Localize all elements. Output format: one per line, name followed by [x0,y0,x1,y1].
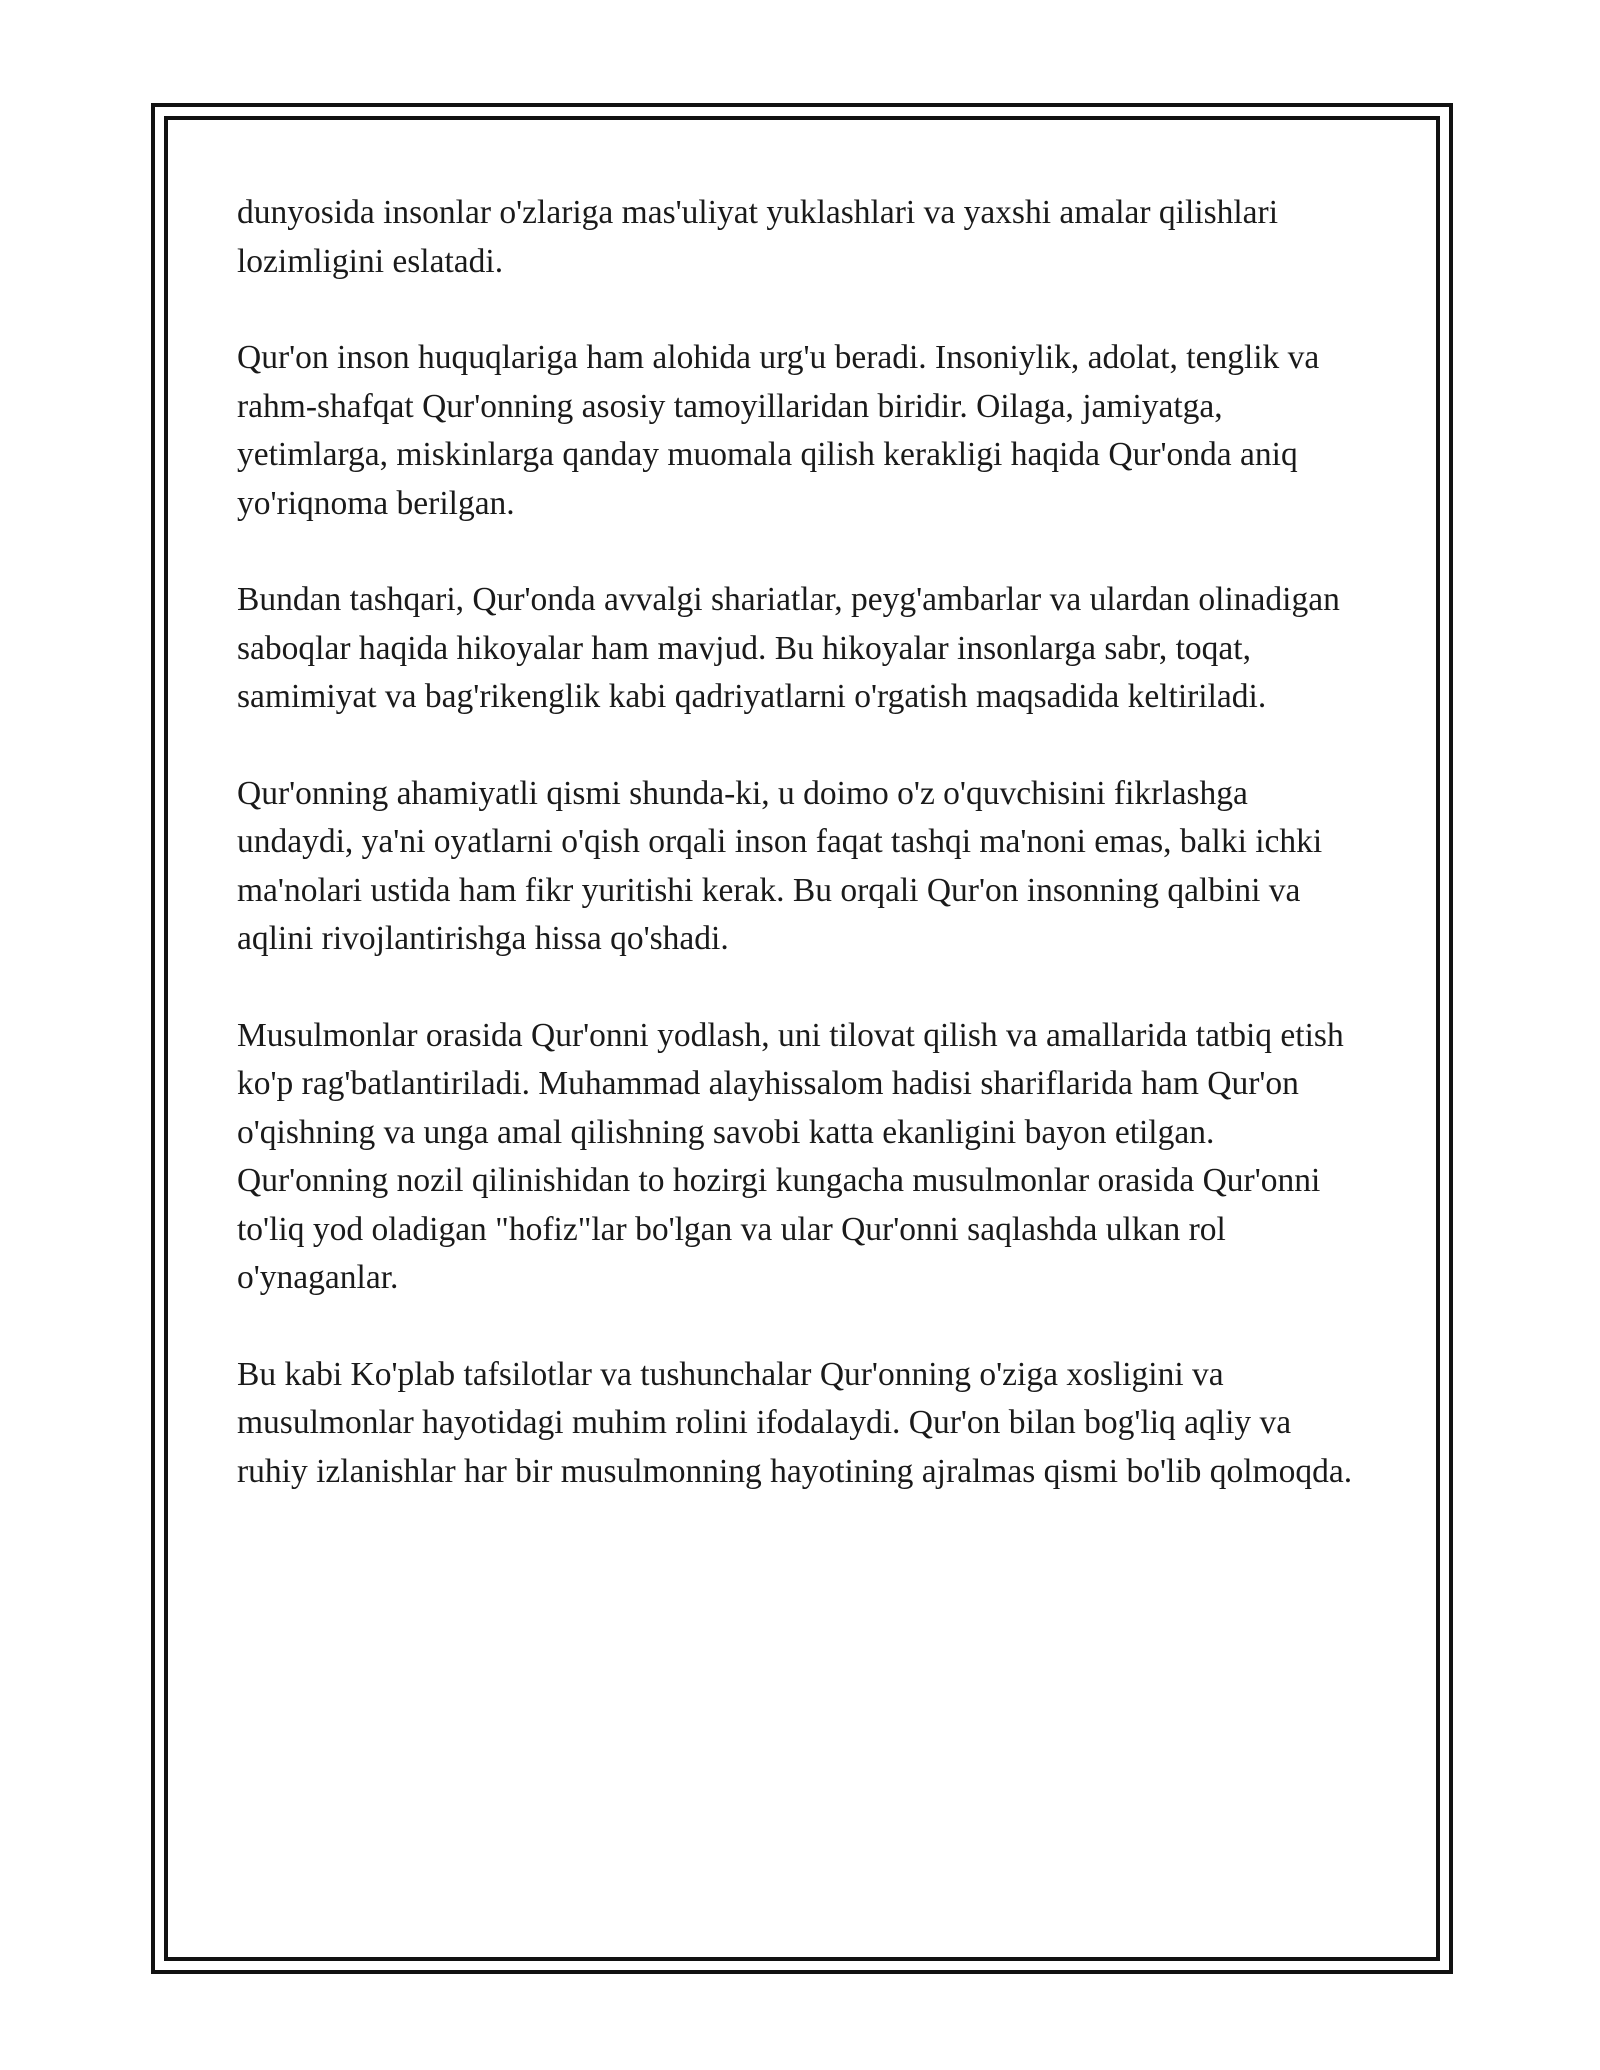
paragraph-6: Bu kabi Ko'plab tafsilotlar va tushunchalar Qur'onning o'ziga xosligini va musulmonlar hayotidagi muhim rolini ifodalaydi. Qur'on bilan bog'liq aqliy va ruhiy izlanishlar har bir musulmonning hayotining ajralmas qismi bo'lib qolmoqda. [237,1355,1353,1490]
paragraph-5: Musulmonlar orasida Qur'onni yodlash, uni tilovat qilish va amallarida tatbiq etish ko'p rag'batlantiriladi. Muhammad alayhissalom hadisi shariflarida ham Qur'on o'qishning va unga amal qilishning savobi katta ekanligini bayon etilgan. Qur'onning nozil qilinishidan to hozirgi kungacha musulmonlar orasida Qur'onni to'liq yod oladigan "hofiz"lar bo'lgan va ular Qur'onni saqlashda ulkan rol o'ynaganlar. [237,1016,1344,1296]
document-body [237,189,1357,1544]
page-border-outer [151,103,1453,1974]
paragraph-4: Qur'onning ahamiyatli qismi shunda-ki, u doimo o'z o'quvchisini fikrlashga undaydi, ya'ni oyatlarni o'qish orqali inson faqat tashqi ma'noni emas, balki ichki ma'nolari ustida ham fikr yuritishi kerak. Bu orqali Qur'on insonning qalbini va aqlini rivojlantirishga hissa qo'shadi. [237,774,1323,957]
paragraph-1: dunyosida insonlar o'zlariga mas'uliyat yuklashlari va yaxshi amalar qilishlari lozimligini eslatadi. [237,194,1279,280]
paragraph-2: Qur'on inson huquqlariga ham alohida urg'u beradi. Insoniylik, adolat, tenglik va rahm-shafqat Qur'onning asosiy tamoyillaridan biridir. Oilaga, jamiyatga, yetimlarga, miskinlarga qanday muomala qilish kerakligi haqida Qur'onda aniq yo'riqnoma berilgan. [237,339,1320,522]
paragraph-3: Bundan tashqari, Qur'onda avvalgi shariatlar, peyg'ambarlar va ulardan olinadigan saboqlar haqida hikoyalar ham mavjud. Bu hikoyalar insonlarga sabr, toqat, samimiyat va bag'rikenglik kabi qadriyatlarni o'rgatish maqsadida keltiriladi. [237,581,1340,715]
